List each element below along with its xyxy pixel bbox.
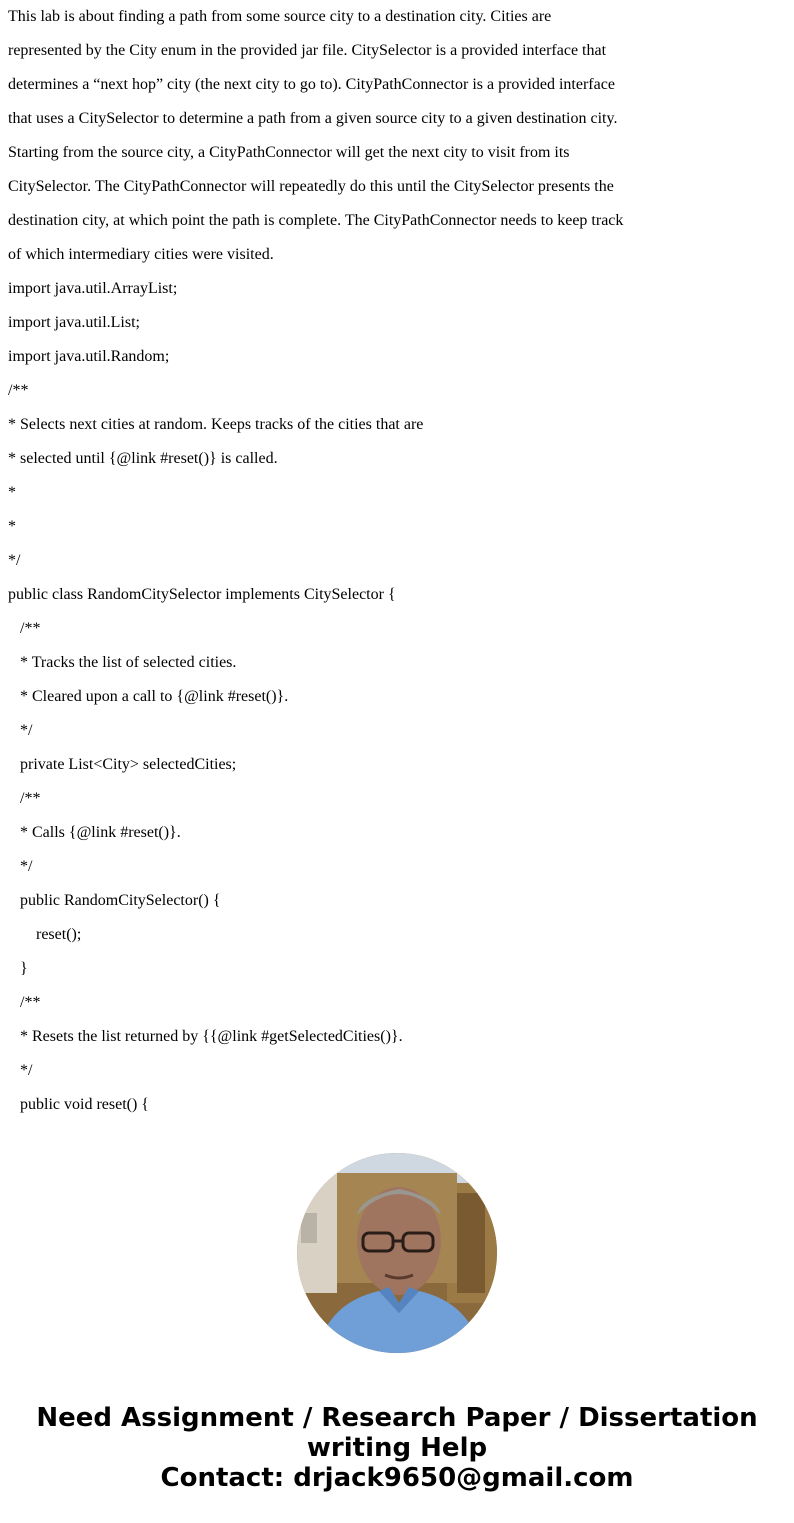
text-line: Starting from the source city, a CityPathConnector will get the next city to visit from its — [8, 144, 570, 161]
code-line: /** — [8, 382, 29, 399]
code-line: */ — [20, 858, 33, 875]
text-line: CitySelector. The CityPathConnector will repeatedly do this until the CitySelector presents the — [8, 178, 614, 195]
document-body — [8, 0, 788, 1122]
code-line: reset(); — [36, 926, 82, 943]
code-line: public void reset() { — [20, 1096, 149, 1113]
code-line: * Tracks the list of selected cities. — [20, 654, 237, 671]
text-line: destination city, at which point the path is complete. The CityPathConnector needs to keep track — [8, 212, 624, 229]
text-line: that uses a CitySelector to determine a path from a given source city to a given destination city. — [8, 110, 618, 127]
advert-contact: Contact: drjack9650@gmail.com — [160, 1463, 634, 1493]
text-line: of which intermediary cities were visited. — [8, 246, 274, 263]
code-line: * Cleared upon a call to {@link #reset()}. — [20, 688, 289, 705]
text-line: represented by the City enum in the provided jar file. CitySelector is a provided interface that — [8, 42, 607, 59]
code-line: public RandomCitySelector() { — [20, 892, 221, 909]
code-line: import java.util.List; — [8, 314, 140, 331]
code-line: /** — [20, 620, 41, 637]
code-line: } — [20, 960, 28, 977]
avatar — [297, 1153, 497, 1353]
text-line: This lab is about finding a path from some source city to a destination city. Cities are — [8, 8, 552, 25]
code-line: /** — [20, 790, 41, 807]
code-line: */ — [20, 722, 33, 739]
code-line: * Selects next cities at random. Keeps tracks of the cities that are — [8, 416, 424, 433]
code-line: import java.util.ArrayList; — [8, 280, 178, 297]
person-photo-icon — [297, 1153, 497, 1353]
code-line: private List<City> selectedCities; — [20, 756, 237, 773]
code-line: * — [8, 518, 16, 535]
text-line: determines a “next hop” city (the next city to go to). CityPathConnector is a provided interface — [8, 76, 615, 93]
code-line: * — [8, 484, 16, 501]
advert-line: Need Assignment / Research Paper / Dissertation — [36, 1403, 758, 1433]
code-line: */ — [8, 552, 21, 569]
code-line: * Resets the list returned by {{@link #getSelectedCities()}. — [20, 1028, 403, 1045]
code-line: * Calls {@link #reset()}. — [20, 824, 181, 841]
code-line: import java.util.Random; — [8, 348, 170, 365]
code-line: public class RandomCitySelector implements CitySelector { — [8, 586, 396, 603]
code-line: */ — [20, 1062, 33, 1079]
contact-advert — [0, 1403, 794, 1493]
advert-line: writing Help — [306, 1433, 488, 1463]
code-line: * selected until {@link #reset()} is called. — [8, 450, 278, 467]
code-line: /** — [20, 994, 41, 1011]
